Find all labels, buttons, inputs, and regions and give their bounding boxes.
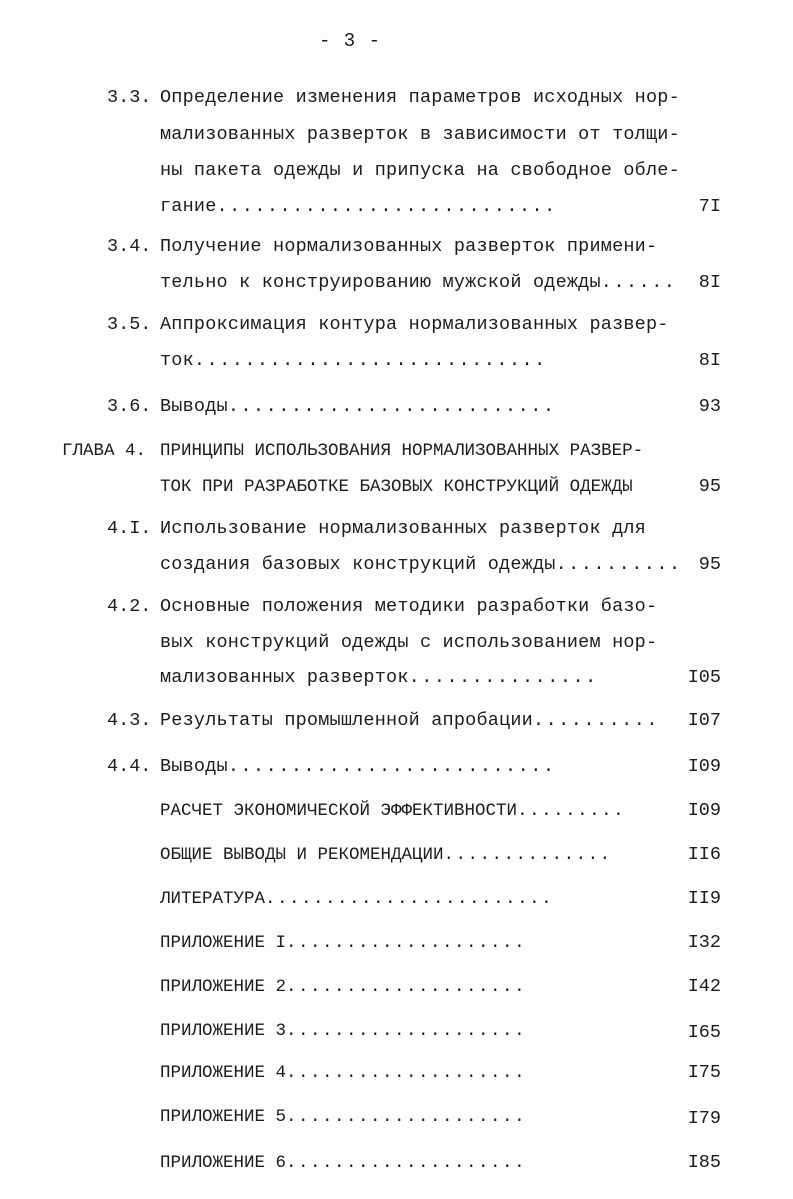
toc-entry-text: Определение изменения параметров исходных нор- <box>160 87 680 108</box>
toc-page-number: I05 <box>687 667 721 688</box>
toc-entry-text: вых конструкций одежды с использованием нор- <box>160 632 658 653</box>
section-number: 4.4. <box>107 756 152 777</box>
toc-page-number: I42 <box>687 976 721 997</box>
toc-entry-last-line <box>160 194 557 220</box>
dot-leader: .......................... <box>227 756 556 777</box>
dot-leader: .................... <box>286 1021 527 1041</box>
toc-entry-last-line <box>160 708 659 734</box>
section-number: 4.3. <box>107 710 152 731</box>
toc-entry-text: ПРИЛОЖЕНИЕ I <box>160 933 287 953</box>
chapter-title: ТОК ПРИ РАЗРАБОТКЕ БАЗОВЫХ КОНСТРУКЦИЙ ОДЕЖДЫ <box>160 477 633 497</box>
toc-page-number: I32 <box>687 932 721 953</box>
section-number: 3.4. <box>107 236 152 257</box>
toc-entry-text: Аппроксимация контура нормализованных развер- <box>160 314 669 335</box>
section-number: 3.3. <box>107 87 152 108</box>
dot-leader: .................... <box>286 977 527 997</box>
toc-entry-last-line <box>160 348 547 374</box>
section-number: 3.5. <box>107 314 152 335</box>
toc-entry-last-line <box>160 665 598 691</box>
dot-leader: ............... <box>408 667 598 688</box>
dot-leader: .......... <box>555 554 682 575</box>
toc-page-number: I65 <box>687 1022 721 1043</box>
toc-entry-last-line <box>160 974 526 1000</box>
toc-entry-text: тельно к конструированию мужской одежды <box>160 272 601 293</box>
chapter-number: ГЛАВА 4. <box>62 441 147 461</box>
section-number: 4.I. <box>107 518 152 539</box>
toc-entry-text: Выводы <box>160 756 228 777</box>
dot-leader: .................... <box>286 1107 527 1127</box>
dot-leader: ............................ <box>193 350 547 371</box>
toc-entry-text: гание <box>160 196 217 217</box>
toc-entry-text: ЛИТЕРАТУРА <box>160 889 266 909</box>
toc-entry-last-line <box>160 886 553 912</box>
toc-entry-text: ток <box>160 350 194 371</box>
toc-entry-text: Основные положения методики разработки базо- <box>160 596 658 617</box>
toc-entry-last-line <box>160 1150 526 1176</box>
toc-entry-last-line <box>160 270 676 296</box>
toc-page-number: I75 <box>687 1062 721 1083</box>
toc-entry-last-line <box>160 930 526 956</box>
toc-page-number: 95 <box>698 476 721 497</box>
toc-entry-text: Выводы <box>160 396 228 417</box>
toc-entry-text: мализованных разверток в зависимости от толщи- <box>160 124 680 145</box>
toc-page-number: 93 <box>698 396 721 417</box>
toc-page-number: 7I <box>698 196 721 217</box>
dot-leader: ...... <box>600 272 677 293</box>
toc-entry-text: ПРИЛОЖЕНИЕ 3 <box>160 1021 287 1041</box>
dot-leader: .................... <box>286 1153 527 1173</box>
toc-page-number: 8I <box>698 350 721 371</box>
toc-entry-last-line <box>160 1060 526 1086</box>
toc-entry-last-line <box>160 394 555 420</box>
dot-leader: .................... <box>286 933 527 953</box>
section-number: 3.6. <box>107 396 152 417</box>
toc-entry-last-line <box>160 1104 526 1130</box>
toc-entry-text: Получение нормализованных разверток примени- <box>160 236 658 257</box>
toc-page-number: I79 <box>687 1108 721 1129</box>
toc-page-number: II6 <box>687 844 721 865</box>
toc-page-number: I09 <box>687 756 721 777</box>
toc-entry-text: мализованных разверток <box>160 667 409 688</box>
toc-page-number: II9 <box>687 888 721 909</box>
toc-entry-text: ны пакета одежды и припуска на свободное обле- <box>160 160 680 181</box>
chapter-title: ПРИНЦИПЫ ИСПОЛЬЗОВАНИЯ НОРМАЛИЗОВАННЫХ РАЗВЕР- <box>160 441 644 461</box>
toc-page-number: I09 <box>687 800 721 821</box>
toc-entry-text: ПРИЛОЖЕНИЕ 5 <box>160 1107 287 1127</box>
toc-entry-text: ОБЩИЕ ВЫВОДЫ И РЕКОМЕНДАЦИИ <box>160 845 444 865</box>
toc-entry-last-line <box>160 1018 526 1044</box>
dot-leader: .......... <box>532 710 659 731</box>
toc-entry-text: РАСЧЕТ ЭКОНОМИЧЕСКОЙ ЭФФЕКТИВНОСТИ <box>160 801 518 821</box>
toc-entry-text: создания базовых конструкций одежды <box>160 554 556 575</box>
toc-page-number: I85 <box>687 1152 721 1173</box>
toc-entry-text: Результаты промышленной апробации <box>160 710 533 731</box>
toc-entry-last-line <box>160 798 625 824</box>
dot-leader: .............. <box>443 845 612 865</box>
toc-entry-last-line <box>160 842 612 868</box>
toc-entry-text: ПРИЛОЖЕНИЕ 2 <box>160 977 287 997</box>
dot-leader: ........................ <box>265 889 554 909</box>
page-number: - 3 - <box>318 30 381 52</box>
dot-leader: ........................... <box>216 196 557 217</box>
section-number: 4.2. <box>107 596 152 617</box>
toc-page-number: I07 <box>687 710 721 731</box>
toc-page-number: 8I <box>698 272 721 293</box>
toc-entry-text: ПРИЛОЖЕНИЕ 4 <box>160 1063 287 1083</box>
toc-entry-text: ПРИЛОЖЕНИЕ 6 <box>160 1153 287 1173</box>
toc-entry-text: Использование нормализованных разверток для <box>160 518 646 539</box>
dot-leader: .......................... <box>227 396 556 417</box>
dot-leader: .................... <box>286 1063 527 1083</box>
toc-page-number: 95 <box>698 554 721 575</box>
toc-entry-last-line <box>160 754 555 780</box>
toc-entry-last-line <box>160 552 682 578</box>
dot-leader: ......... <box>517 801 626 821</box>
